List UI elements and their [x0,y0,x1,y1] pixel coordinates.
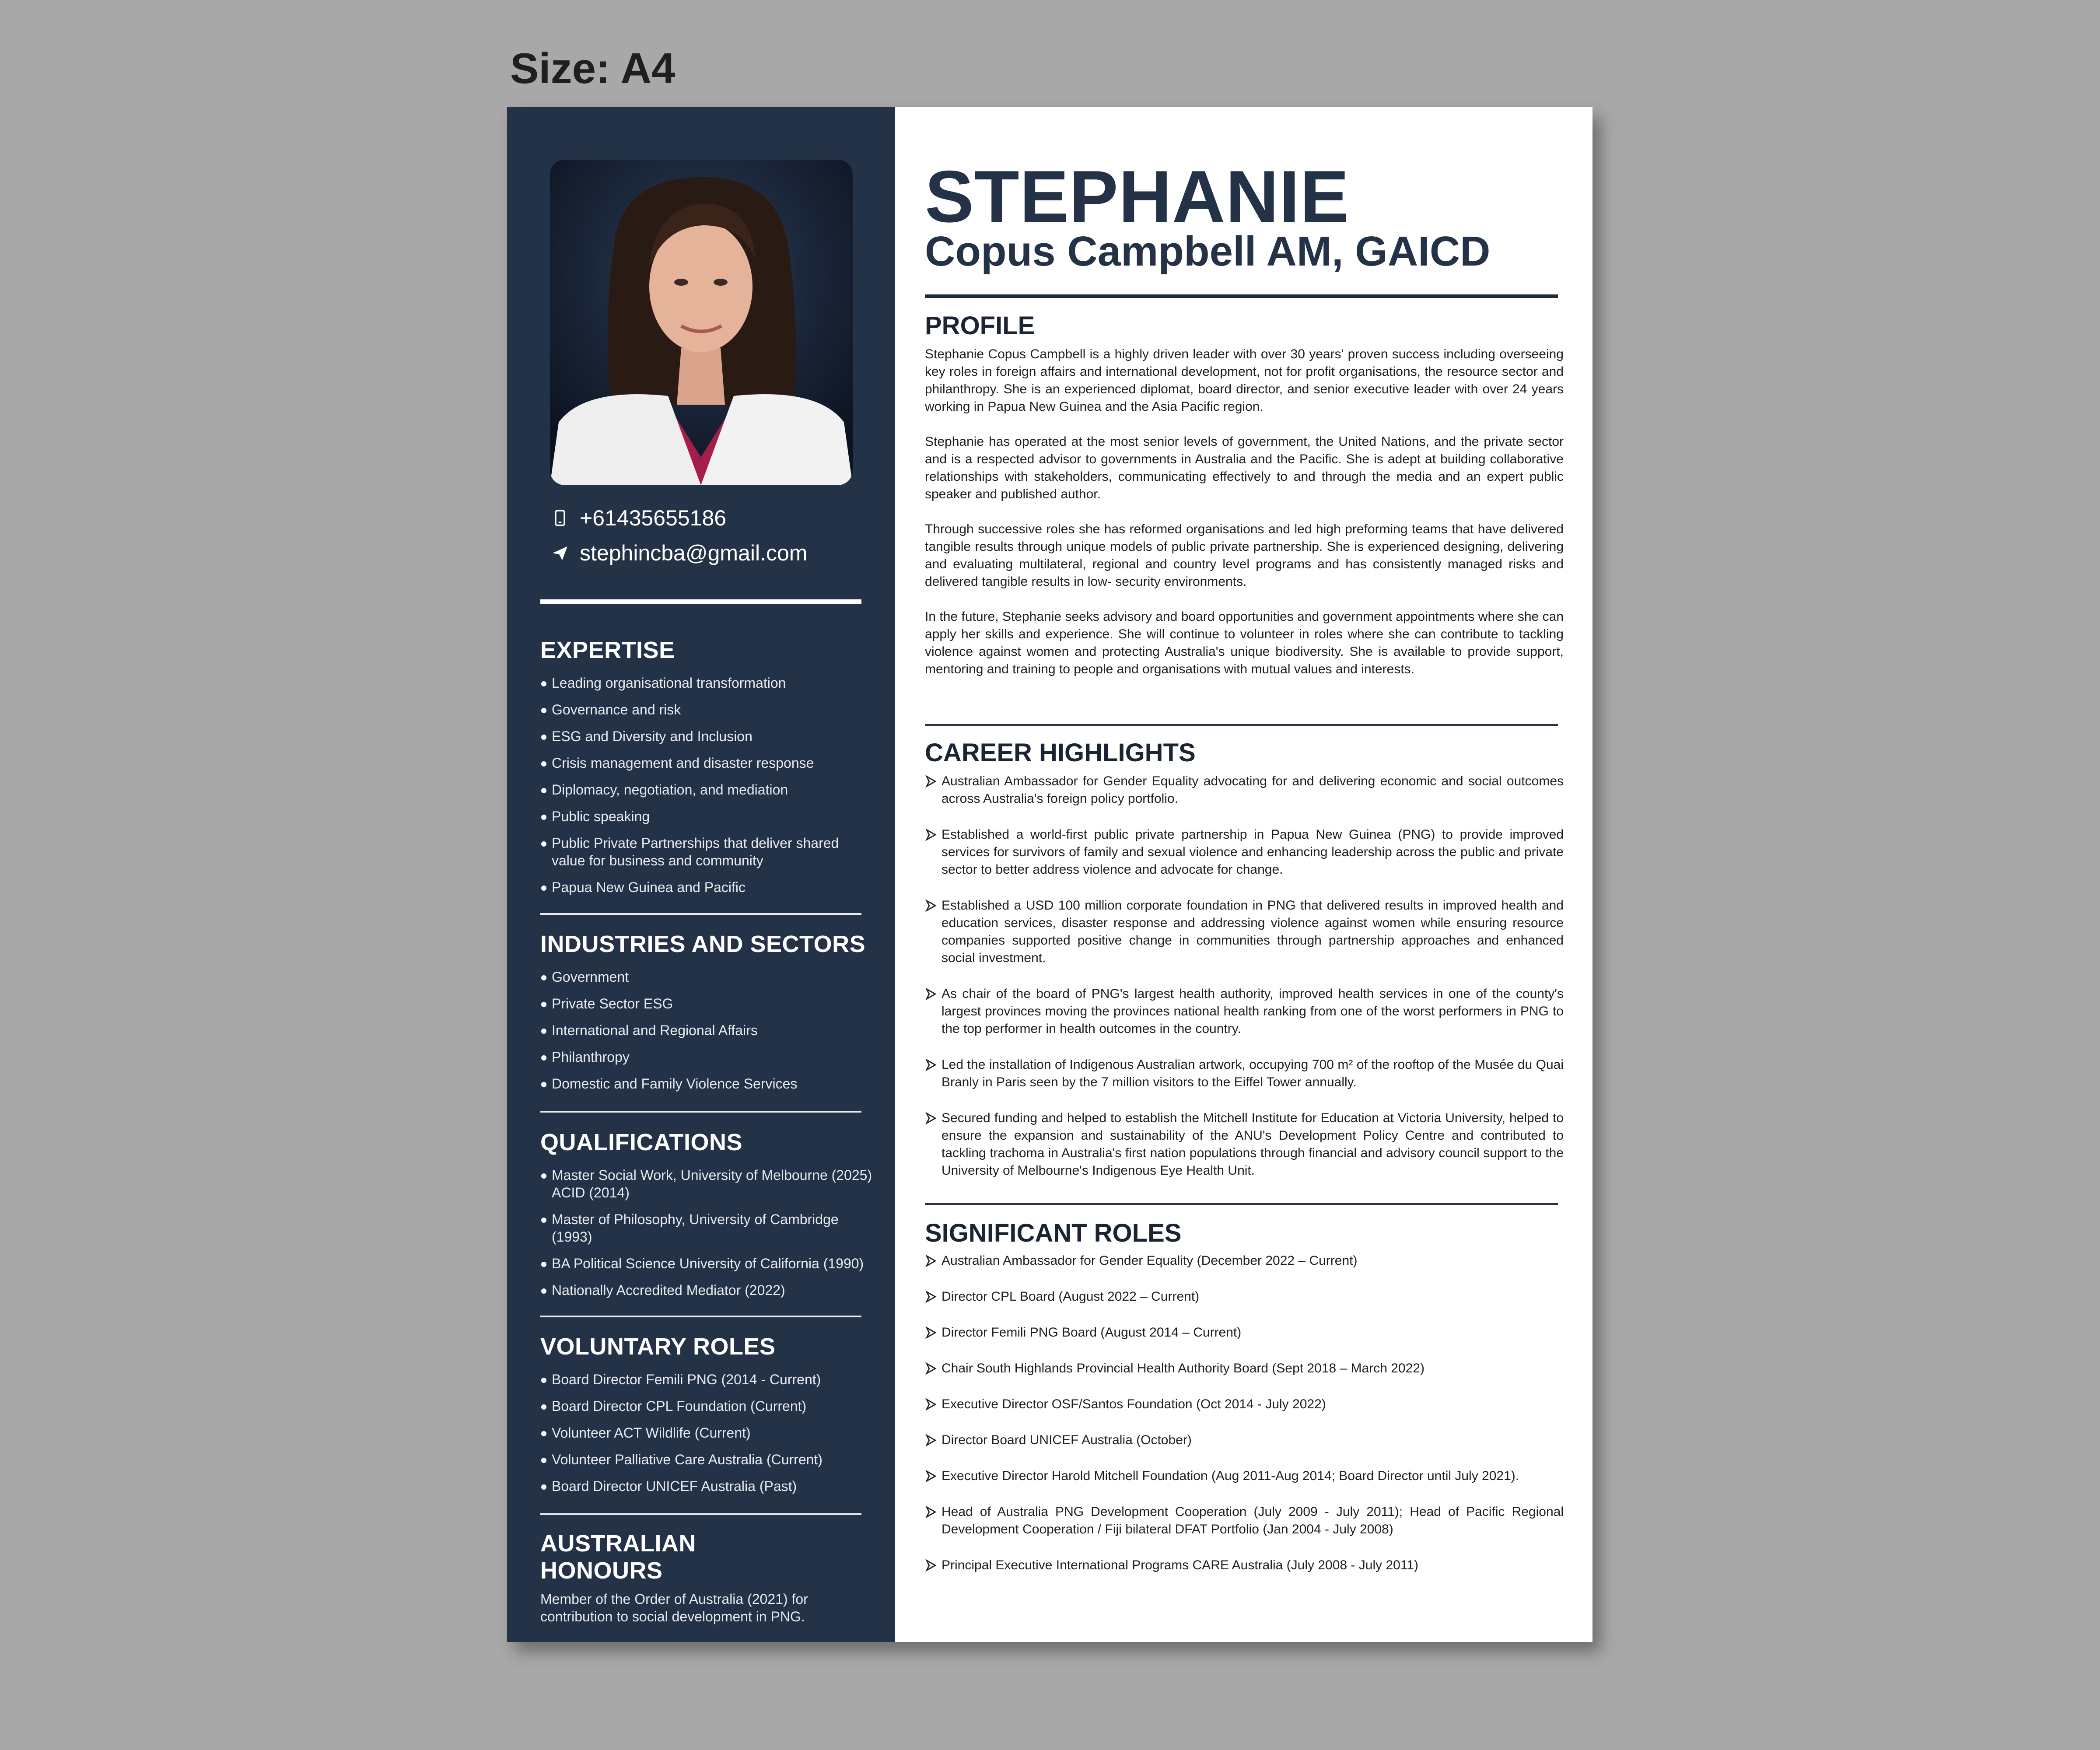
sidebar-divider [540,1513,861,1515]
industries-section [540,931,882,1102]
list-item: ESG and Diversity and Inclusion [540,728,882,745]
arrow-icon [925,1398,937,1410]
roles-list [925,1252,1564,1574]
arrow-icon [925,1506,937,1518]
list-item: Principal Executive International Programs CARE Australia (July 2008 - July 2011) [925,1557,1564,1574]
expertise-title: EXPERTISE [540,637,675,663]
qualifications-title: QUALIFICATIONS [540,1129,742,1155]
arrow-icon [925,1059,937,1071]
phone-row [550,505,865,531]
sidebar-divider [540,599,861,604]
arrow-icon [925,1362,937,1375]
list-item: Public Private Partnerships that deliver shared value for business and community [540,834,864,869]
arrow-icon [925,1470,937,1482]
list-item: Domestic and Family Violence Services [540,1075,882,1092]
phone-number[interactable]: +61435655186 [580,506,727,530]
industries-title: INDUSTRIES AND SECTORS [540,931,866,957]
list-item: Diplomacy, negotiation, and mediation [540,781,882,798]
voluntary-list [540,1371,882,1495]
arrow-icon [925,1559,937,1572]
list-item: Master of Philosophy, University of Cambridge (1993) [540,1211,847,1246]
list-item: Established a world-first public private partnership in Papua New Guinea (PNG) to provide improved services for survivors of family and sexual violence and enhancing leadership across the public and private sector to better address violence and advocate for change. [925,826,1564,878]
list-item: Established a USD 100 million corporate foundation in PNG that delivered results in improved health and education services, disaster response and addressing violence against women while ensuring resource companies supported positive change in communities through partnership approaches and enhanced social investment. [925,897,1564,967]
sidebar-divider [540,913,861,915]
list-item: BA Political Science University of California (1990) [540,1255,882,1272]
list-item: Crisis management and disaster response [540,754,882,772]
arrow-icon [925,1112,937,1124]
honours-title: AUSTRALIAN HONOURS [540,1530,696,1584]
sidebar [507,107,895,1642]
name-first: STEPHANIE [925,155,1350,238]
size-label: Size: A4 [510,44,676,92]
arrow-icon [925,1434,937,1446]
profile-paragraph: Through successive roles she has reformed organisations and led high preforming teams that have delivered tangible results through unique models of public private partnership. She is experienced designing, delivering and evaluating multilateral, regional and country level programs and has consistently managed risks and delivered tangible results in low- security environments. [925,522,1564,589]
list-item: Board Director Femili PNG (2014 - Current) [540,1371,882,1388]
send-icon [550,543,570,563]
list-item: Board Director UNICEF Australia (Past) [540,1477,882,1495]
list-item: Master Social Work, University of Melbourne (2025) ACID (2014) [540,1166,882,1201]
profile-paragraph: Stephanie has operated at the most senior levels of government, the United Nations, and the private sector and is a respected advisor to governments in Australia and the Pacific. She is adept at building collaborative relationships with stakeholders, communicating effectively to and through the media and an expert public speaker and published author. [925,434,1564,501]
list-item: Executive Director OSF/Santos Foundation (Oct 2014 - July 2022) [925,1396,1564,1413]
profile-section [925,311,1564,696]
list-item: International and Regional Affairs [540,1022,882,1039]
sidebar-divider [540,1316,861,1317]
qualifications-section [540,1129,882,1308]
list-item: Volunteer Palliative Care Australia (Current) [540,1451,882,1468]
list-item: Private Sector ESG [540,995,882,1012]
profile-paragraph: In the future, Stephanie seeks advisory and board opportunities and government appointments where she can apply her skills and experience. She will continue to volunteer in roles where she can contribute to tackling violence against women and protecting Australia's unique biodiversity. She is available to provide support, mentoring and training to people and organisations with mutual values and interests. [925,609,1564,676]
list-item: As chair of the board of PNG's largest health authority, improved health services in one of the county's largest provinces moving the provinces national health ranking from one of the worst performers in PNG to the top performer in health outcomes in the country. [925,985,1564,1038]
list-item: Executive Director Harold Mitchell Foundation (Aug 2011-Aug 2014; Board Director until July 2021). [925,1467,1564,1485]
list-item: Head of Australia PNG Development Cooperation (July 2009 - July 2011); Head of Pacific Regional Development Cooperation / Fiji bilateral DFAT Portfolio (Jan 2004 - July 2008) [925,1503,1564,1538]
profile-photo [550,160,853,485]
phone-icon [550,508,570,528]
list-item: Volunteer ACT Wildlife (Current) [540,1424,882,1442]
list-item: Led the installation of Indigenous Australian artwork, occupying 700 m² of the rooftop of the Musée du Quai Branly in Paris seen by the 7 million visitors to the Eiffel Tower annually. [925,1056,1564,1091]
list-item: Government [540,968,882,986]
sidebar-divider [540,1111,861,1113]
arrow-icon [925,900,937,912]
list-item: Australian Ambassador for Gender Equality advocating for and delivering economic and social outcomes across Australia's foreign policy portfolio. [925,773,1564,808]
email-address[interactable]: stephincba@gmail.com [580,541,808,565]
list-item: Australian Ambassador for Gender Equality (December 2022 – Current) [925,1252,1564,1270]
section-divider [925,1203,1558,1205]
list-item: Director Board UNICEF Australia (October) [925,1432,1564,1449]
list-item: Public speaking [540,808,882,825]
list-item: Director CPL Board (August 2022 – Current) [925,1288,1564,1306]
email-row [550,540,865,566]
career-title: CAREER HIGHLIGHTS [925,738,1196,767]
list-item: Leading organisational transformation [540,674,882,692]
arrow-icon [925,775,937,788]
name-underline [925,294,1558,298]
list-item: Secured funding and helped to establish the Mitchell Institute for Education at Victoria University, helped to ensure the expansion and sustainability of the ANU's Development Policy Centre and contributed to tackling trachoma in Australia's first nation populations through financial and advisory council support to the University of Melbourne's Indigenous Eye Health Unit. [925,1110,1564,1180]
arrow-icon [925,1255,937,1267]
list-item: Philanthropy [540,1048,882,1066]
industries-list [540,968,882,1092]
roles-title: SIGNIFICANT ROLES [925,1219,1182,1247]
honours-section [540,1530,825,1625]
expertise-list [540,674,882,896]
profile-paragraph: Stephanie Copus Campbell is a highly driven leader with over 30 years' proven success including overseeing key roles in foreign affairs and international development, not for profit organisations, the resource sector and philanthropy. She is an experienced diplomat, board director, and senior executive leader with over 24 years working in Papua New Guinea and the Asia Pacific region. [925,347,1564,414]
arrow-icon [925,988,937,1000]
arrow-icon [925,1326,937,1339]
list-item: Chair South Highlands Provincial Health Authority Board (Sept 2018 – March 2022) [925,1360,1564,1377]
section-divider [925,724,1558,726]
portrait-illustration [550,160,853,485]
expertise-section [540,637,882,905]
name-rest: Copus Campbell AM, GAICD [925,228,1491,275]
list-item: Papua New Guinea and Pacific [540,878,882,896]
honours-text: Member of the Order of Australia (2021) for contribution to social development in PNG. [540,1591,808,1624]
profile-title: PROFILE [925,312,1035,340]
voluntary-title: VOLUNTARY ROLES [540,1334,776,1360]
list-item: Board Director CPL Foundation (Current) [540,1397,882,1415]
list-item: Director Femili PNG Board (August 2014 – Current) [925,1324,1564,1341]
qualifications-list [540,1166,882,1299]
resume-page [507,107,1592,1642]
roles-section [925,1218,1564,1592]
list-item: Nationally Accredited Mediator (2022) [540,1281,882,1299]
career-section [925,738,1564,1198]
voluntary-section [540,1333,882,1504]
arrow-icon [925,1291,937,1303]
career-list [925,773,1564,1180]
arrow-icon [925,829,937,841]
list-item: Governance and risk [540,701,882,718]
